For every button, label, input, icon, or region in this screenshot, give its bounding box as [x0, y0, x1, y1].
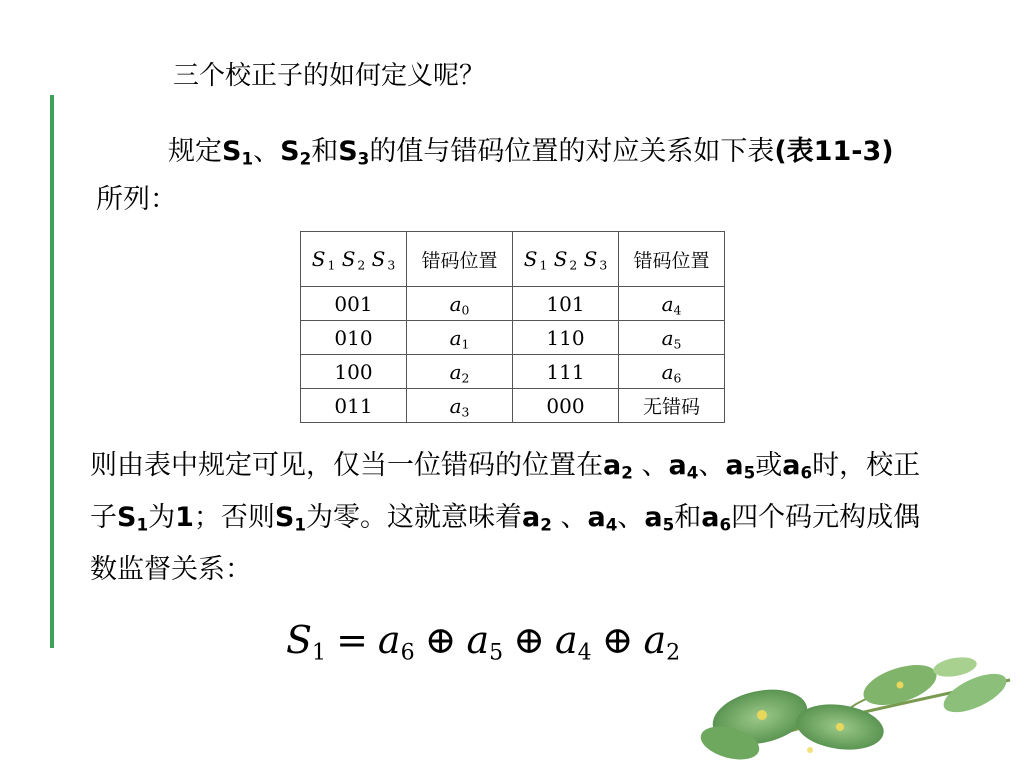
position-cell: $a_5$ [619, 321, 725, 355]
table-row [301, 287, 725, 321]
table-row [301, 321, 725, 355]
no-error-cell: 无错码 [619, 389, 725, 423]
syndrome-cell: 101 [513, 287, 619, 321]
error-position-table [300, 231, 725, 423]
syndrome-cell: 000 [513, 389, 619, 423]
leaf-branch-icon [690, 655, 1020, 765]
paragraph-intro: 规定$S_1$、$S_2$和$S_3$的值与错码位置的对应关系如下表(表11-3)所列： [96, 136, 894, 215]
table-row [301, 389, 725, 423]
syndrome-cell: 100 [301, 355, 407, 389]
syndrome-formula: $S_1 = a_6$ ⊕ $a_5$ ⊕ $a_4$ ⊕ $a_2$ [286, 618, 681, 666]
position-cell: $a_4$ [619, 287, 725, 321]
position-cell: $a_1$ [407, 321, 513, 355]
table-header-row [301, 232, 725, 287]
table-row [301, 355, 725, 389]
header-error-position: 错码位置 [619, 232, 725, 287]
position-cell: $a_0$ [407, 287, 513, 321]
header-syndrome: S $_1$ S $_2$ S $_3$ [301, 232, 407, 287]
syndrome-cell: 010 [301, 321, 407, 355]
paragraph-explanation: 则由表中规定可见，仅当一位错码的位置在$a_2$ 、$a_4$、$a_5$或$a_6$时，校正子$S_1$为1；否则$S_1$为零。这就意味着$a_2$ 、$a_4$、$a_5$和$a_6$四个码元构成偶数监督关系： [90, 450, 921, 585]
header-syndrome: S $_1$ S $_2$ S $_3$ [513, 232, 619, 287]
syndrome-cell: 011 [301, 389, 407, 423]
slide-title: 三个校正子的如何定义呢？ [173, 61, 486, 91]
position-cell: $a_2$ [407, 355, 513, 389]
syndrome-cell: 111 [513, 355, 619, 389]
syndrome-cell: 110 [513, 321, 619, 355]
position-cell: $a_3$ [407, 389, 513, 423]
position-cell: $a_6$ [619, 355, 725, 389]
syndrome-cell: 001 [301, 287, 407, 321]
accent-line [50, 95, 54, 648]
header-error-position: 错码位置 [407, 232, 513, 287]
